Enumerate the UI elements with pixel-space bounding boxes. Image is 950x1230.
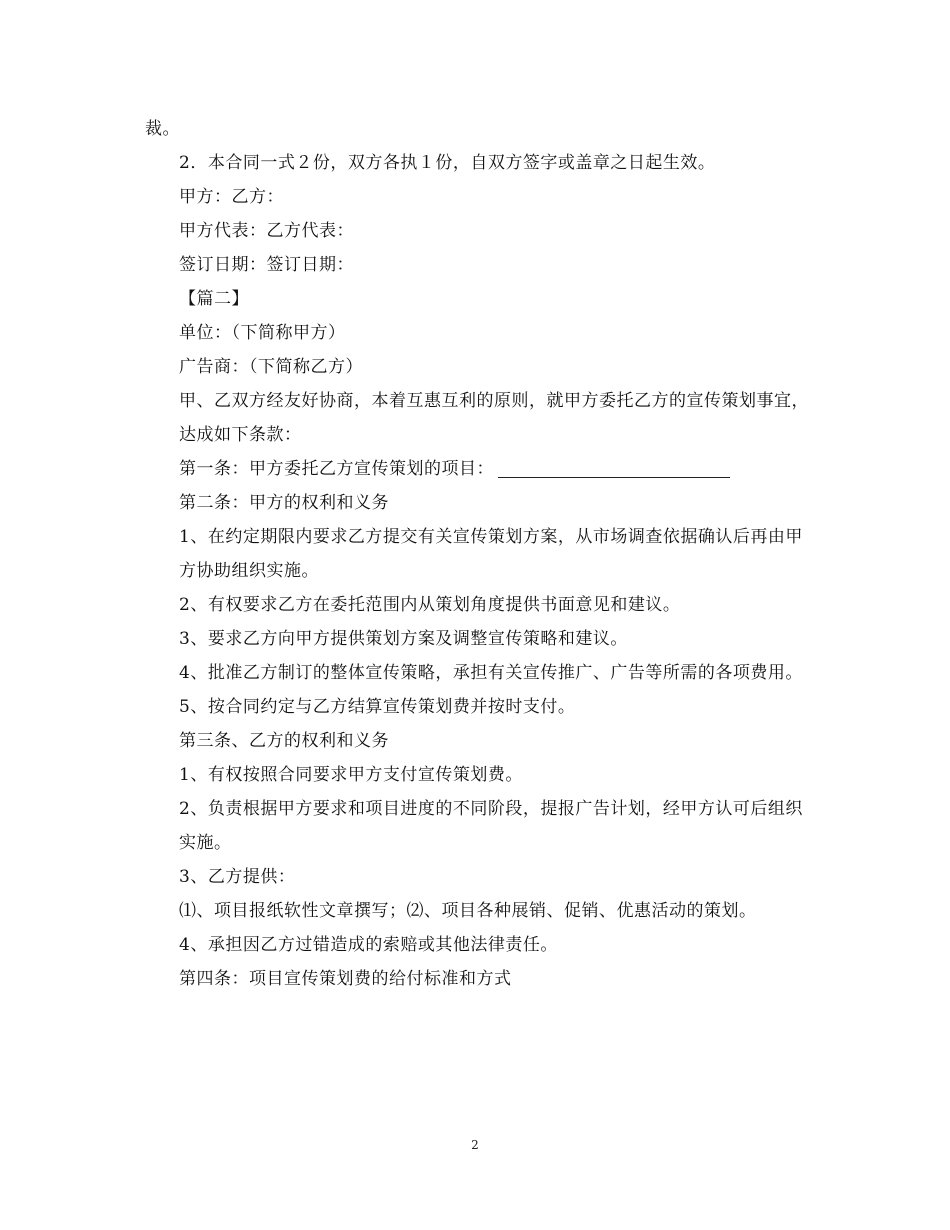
paragraph: 1、有权按照合同要求甲方支付宣传策划费。 — [179, 765, 523, 785]
clause-heading: 第四条：项目宣传策划费的给付标准和方式 — [179, 969, 512, 989]
clause-heading-text: 第一条：甲方委托乙方宣传策划的项目： — [179, 459, 494, 479]
section-heading: 【篇二】 — [179, 289, 249, 309]
fill-in-blank-line — [498, 459, 730, 478]
signature-representative-line: 甲方代表：乙方代表： — [179, 221, 354, 241]
clause-heading: 第三条、乙方的权利和义务 — [179, 731, 389, 751]
paragraph: 单位：（下简称甲方） — [179, 323, 346, 343]
paragraph: 1、在约定期限内要求乙方提交有关宣传策划方案，从市场调查依据确认后再由甲方协助组织实施。 — [179, 527, 803, 581]
clause-heading: 第二条：甲方的权利和义务 — [179, 493, 389, 513]
clause-heading — [145, 452, 810, 486]
paragraph: 3、要求乙方向甲方提供策划方案及调整宣传策略和建议。 — [179, 629, 628, 649]
paragraph: 2、有权要求乙方在委托范围内从策划角度提供书面意见和建议。 — [179, 595, 681, 615]
paragraph: ⑴、项目报纸软性文章撰写；⑵、项目各种展销、促销、优惠活动的策划。 — [179, 901, 757, 921]
paragraph: 2．本合同一式２份，双方各执１份，自双方签字或盖章之日起生效。 — [179, 153, 716, 173]
paragraph: 广告商：（下简称乙方） — [179, 357, 363, 377]
signature-party-line: 甲方：乙方： — [179, 187, 284, 207]
paragraph: 2、负责根据甲方要求和项目进度的不同阶段，提报广告计划，经甲方认可后组织实施。 — [179, 799, 803, 853]
page-number: 2 — [471, 1138, 479, 1152]
signature-date-line: 签订日期：签订日期： — [179, 255, 354, 275]
document-body — [145, 112, 810, 996]
paragraph: 4、批准乙方制订的整体宣传策略，承担有关宣传推广、广告等所需的各项费用。 — [179, 663, 803, 683]
paragraph: 4、承担因乙方过错造成的索赔或其他法律责任。 — [179, 935, 558, 955]
paragraph: 裁。 — [145, 119, 180, 139]
paragraph: 5、按合同约定与乙方结算宣传策划费并按时支付。 — [179, 697, 576, 717]
paragraph: 甲、乙双方经友好协商，本着互惠互利的原则，就甲方委托乙方的宣传策划事宜，达成如下条款： — [179, 391, 809, 445]
paragraph: 3、乙方提供： — [179, 867, 296, 887]
